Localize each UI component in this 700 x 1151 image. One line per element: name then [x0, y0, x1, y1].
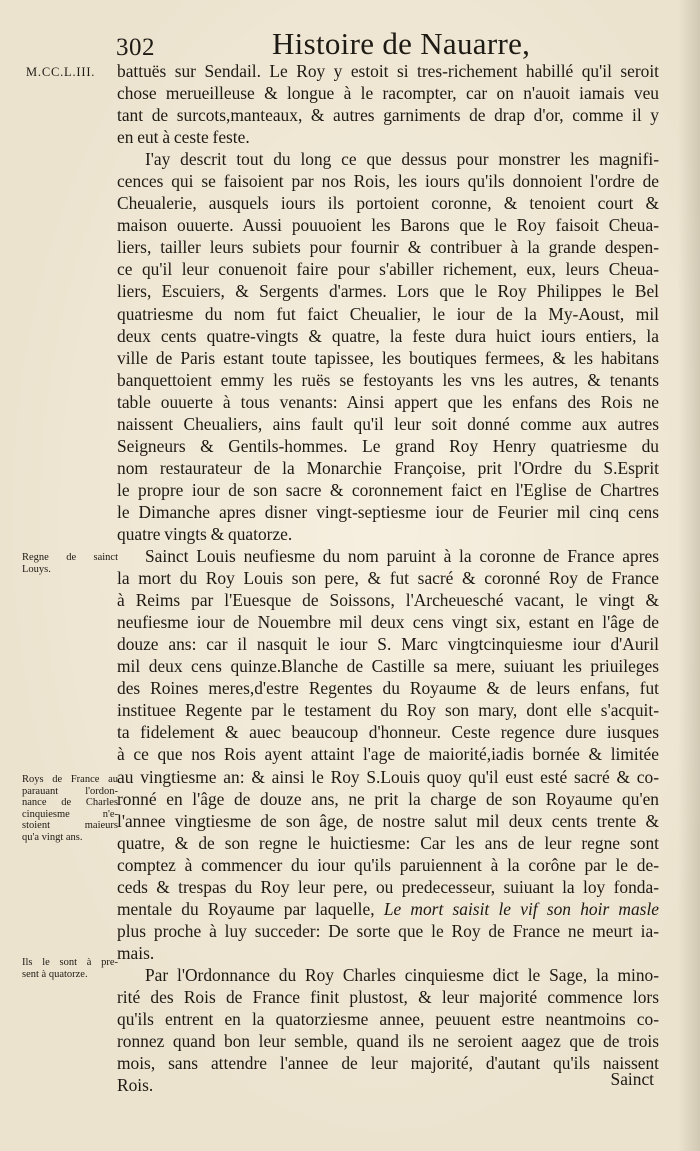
text-line: nom restaurateur de la Monarchie Françoise, prit l'Ordre du S.Esprit: [117, 457, 659, 478]
text-line: douze ans: car il nasquit le iour S. Marc vingtcinquiesme iour d'Auril: [117, 634, 659, 655]
text-line: ville de Paris estant toute tapissee, les boutiques fermees, & les habitans: [117, 347, 659, 368]
margin-note-line: stoient maieurs: [22, 820, 118, 832]
text-line: ronnez quand bon leur semble, quand ils ne seroient aagez que de trois: [117, 1031, 659, 1052]
text-line: liers, Escuiers, & Sergents d'armes. Lors que le Roy Philippes le Bel: [117, 281, 659, 302]
text-line: maison ouuerte. Aussi pouuoient les Barons que le Roy faisoit Cheua-: [117, 215, 659, 236]
text-line: qu'ils entrent en la quatorziesme annee, peuuent estre neantmoins co-: [117, 1009, 659, 1030]
margin-note-line: Regne de sainct: [22, 552, 118, 563]
margin-note-line: Ils le sont à pre-: [22, 957, 118, 968]
text-line: Par l'Ordonnance du Roy Charles cinquiesme dict le Sage, la mino-: [145, 964, 659, 985]
margin-note-quatorze: [22, 957, 118, 980]
text-line: Seigneurs & Gentils-hommes. Le grand Roy Henry quatriesme du: [117, 435, 659, 456]
text-line: quatriesme du nom fut faict Cheualier, le iour de la My-Aoust, mil: [117, 303, 659, 324]
text-line: mois, sans attendre l'annee de leur majorité, d'autant qu'ils naissent: [117, 1053, 659, 1074]
body-text: [117, 60, 659, 1096]
text-line: chose merueilleuse & longue à le racompter, car on n'auoit iamais veu: [117, 83, 659, 104]
italic-maxim: Le mort saisit le vif son hoir masle: [383, 898, 660, 919]
text-line: ce qu'il leur conuenoit faire pour s'abiller richement, eux, leurs Cheua-: [117, 259, 659, 280]
text-line: naissent Cheualiers, ains fault qu'il leur soit donné comme aux autres: [117, 413, 659, 434]
text-line: Sainct Louis neufiesme du nom paruint à la coronne de France apres: [145, 546, 659, 567]
text-line: table ouuerte à tous venants: Ainsi appert que les enfans des Rois ne: [117, 391, 659, 412]
text-line: neufiesme iour de Nouembre mil deux cens vingt six, estant en l'âge de: [117, 612, 659, 633]
text-line: à ce que nos Rois ayent attaint l'age de maiorité,iadis bornée & limitée: [117, 744, 659, 765]
running-title: Histoire de Nauarre,: [272, 26, 531, 61]
text-line: instituee Regente par le testament du Roy son mary, dont elle s'acquit-: [117, 700, 659, 721]
margin-note-line: parauant l'ordon-: [22, 785, 118, 797]
text-line: des Roines meres,d'estre Regentes du Royaume & de leurs enfans, fut: [117, 678, 659, 699]
text-line: I'ay descrit tout du long ce que dessus pour monstrer les magnifi-: [145, 149, 659, 170]
text-line: tant de surcots,manteaux, & autres garniments de drap d'or, comme il y: [117, 105, 659, 126]
text-line: [117, 898, 659, 920]
margin-note-line: nance de Charles: [22, 797, 118, 809]
text-line: liers, tailler leurs subiets pour fournir & contribuer à la grande despen-: [117, 237, 659, 258]
margin-note-line: Louys.: [22, 563, 51, 575]
text-line: ronné en l'âge de douze ans, ne prit la charge de son Royaume qu'en: [117, 788, 659, 809]
text-line: mais.: [117, 942, 155, 963]
margin-note-maieurs: [22, 774, 118, 844]
text-line: plus proche à luy succeder: De sorte que le Roy de France ne meurt ia-: [117, 920, 659, 941]
text-line: l'annee vingtiesme de son âge, de nostre salut mil deux cents trente &: [117, 810, 659, 831]
text-line: le propre iour de son sacre & coronnement faict en l'Eglise de Chartres: [117, 479, 659, 500]
text-run: mentale du Royaume par laquelle,: [117, 898, 384, 919]
text-line: ta fidelement & auec beaucoup d'honneur. Ceste regence dure iusques: [117, 722, 659, 743]
text-line: banquettoient emmy les ruës se festoyants les vns les autres, & tenants: [117, 369, 659, 390]
margin-year: M.CC.L.III.: [26, 65, 96, 79]
text-line: le Dimanche apres disner vingt-septiesme iour de Feurier mil cinq cens: [117, 501, 659, 522]
text-line: battuës sur Sendail. Le Roy y estoit si tres-richement habillé qu'il seroit: [117, 61, 659, 81]
text-line: à Reims par l'Euesque de Soissons, l'Archeuesché vacant, le vingt &: [117, 590, 659, 611]
text-line: Rois.: [117, 1075, 154, 1096]
margin-note-line: qu'a vingt ans.: [22, 831, 83, 843]
text-line: mil deux cens quinze.Blanche de Castille sa mere, suiuant les priuileges: [117, 656, 659, 677]
text-line: cences qui se faisoient par nos Rois, les iours qu'ils donnoient l'ordre de: [117, 171, 659, 192]
text-line: ceds & trespas du Roy leur pere, ou predecesseur, suiuant la loy fonda-: [117, 876, 659, 897]
margin-note-line: sent à quatorze.: [22, 968, 88, 980]
page-edge-shadow: [678, 0, 700, 1151]
text-line: quatre vingts & quatorze.: [117, 523, 293, 544]
page-number: 302: [116, 34, 155, 61]
text-line: en eut à ceste feste.: [117, 127, 250, 148]
margin-note-line: Roys de France au: [22, 774, 118, 785]
text-line: rité des Rois de France finit plustost, & leur majorité commence lors: [117, 986, 659, 1007]
text-line: la mort du Roy Louis son pere, & fut sacré & coronné Roy de France: [117, 568, 659, 589]
text-line: comptez à commencer du iour qu'ils paruiennent à la corône par le de-: [117, 854, 659, 875]
text-line: quatre, & de son regne le huictiesme: Car les ans de leur regne sont: [117, 832, 659, 853]
catchword: Sainct: [610, 1069, 654, 1089]
text-line: deux cents quatre-vingts & quatre, la feste dura huict iours entiers, la: [117, 325, 659, 346]
margin-note-regne-louys: [22, 552, 118, 575]
margin-note-line: cinquiesme n'e-: [22, 808, 118, 820]
text-line: au vingtiesme an: & ainsi le Roy S.Louis quoy qu'il eust esté sacré & co-: [117, 766, 659, 787]
text-line: Cheualerie, ausquels iours ils portoient coronne, & tenoient court &: [117, 193, 659, 214]
